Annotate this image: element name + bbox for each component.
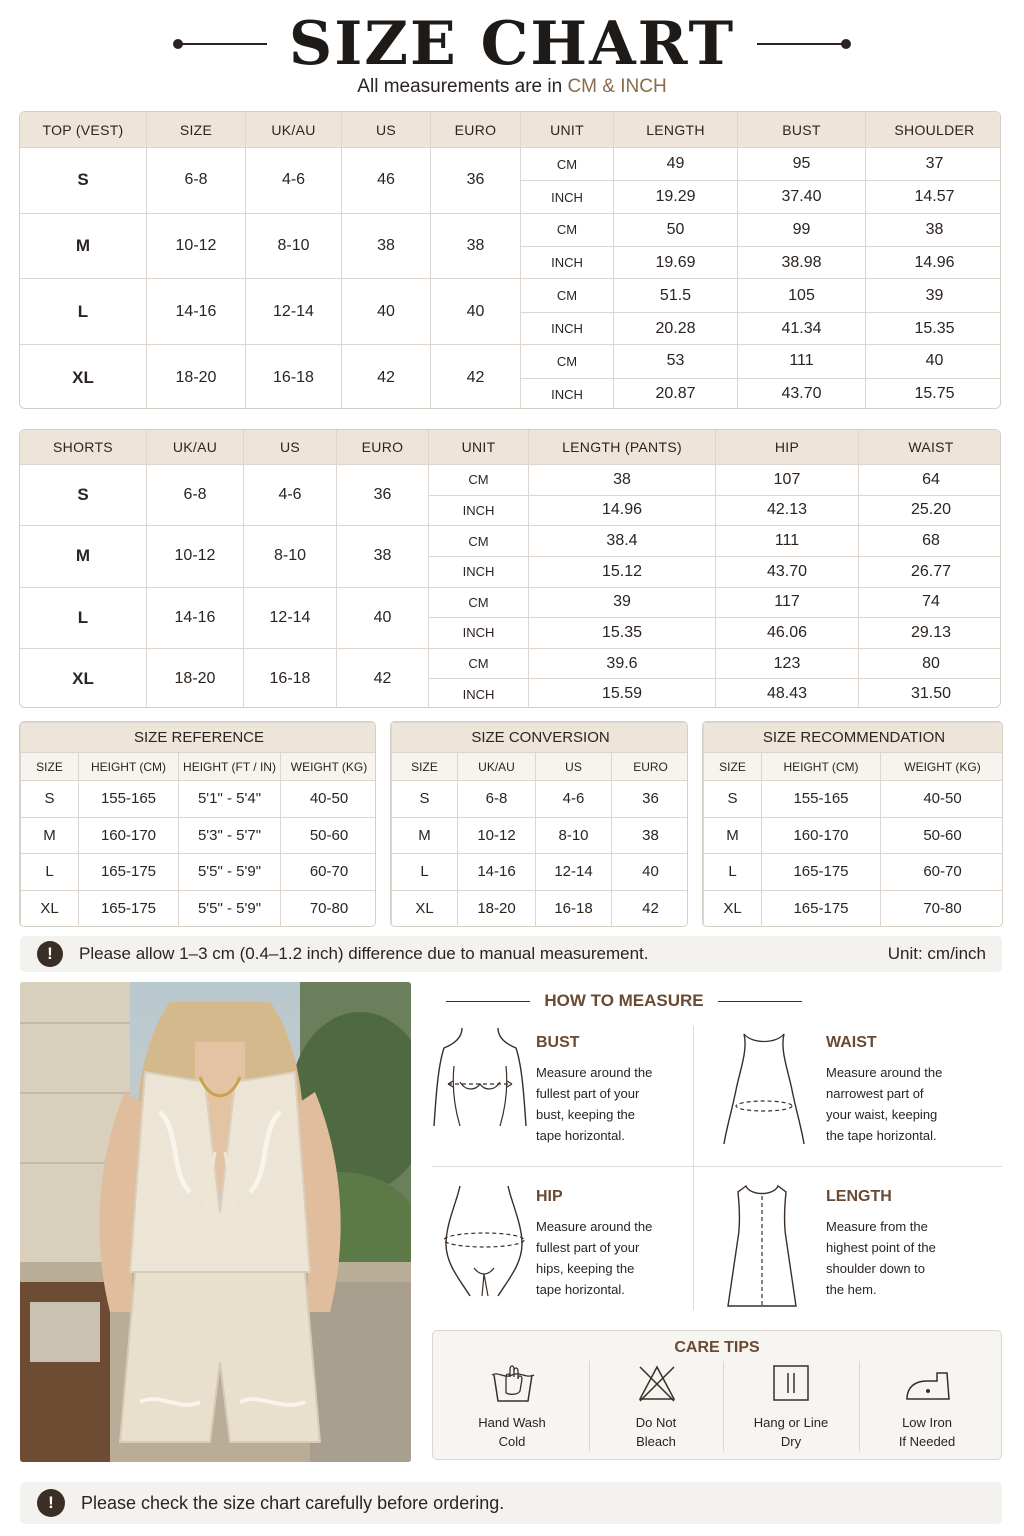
- size-cell: L: [392, 854, 458, 891]
- column-header: US: [244, 430, 337, 465]
- column-header: SHORTS: [20, 430, 147, 465]
- value-cell: 42: [612, 890, 689, 927]
- table-row: [20, 587, 1002, 618]
- column-header: EURO: [337, 430, 429, 465]
- care-label-line: If Needed: [898, 1434, 956, 1449]
- length-cell: 39: [529, 587, 716, 618]
- desc-line: your waist, keeping: [826, 1107, 938, 1122]
- top-size-table: [19, 111, 1001, 409]
- care-hand-wash: [453, 1361, 571, 1457]
- desc-line: hips, keeping the: [536, 1261, 635, 1276]
- unit-cell: INCH: [521, 378, 614, 409]
- unit-cell: CM: [429, 648, 529, 679]
- desc-line: Measure from the: [826, 1219, 928, 1234]
- care-separator: [723, 1361, 724, 1451]
- size-recommendation-table: [702, 721, 1003, 927]
- desc-line: bust, keeping the: [536, 1107, 636, 1122]
- us-cell: 42: [342, 345, 431, 409]
- length-cell: 19.69: [614, 247, 738, 279]
- unit-cell: INCH: [521, 312, 614, 344]
- column-header: HIP: [716, 430, 859, 465]
- measure-length: [722, 1180, 1002, 1310]
- bust-cell: 99: [738, 213, 866, 246]
- desc-line: tape horizontal.: [536, 1282, 625, 1297]
- measure-title: LENGTH: [826, 1188, 892, 1205]
- table-caption-row: [21, 723, 377, 753]
- shorts-size-table: [19, 429, 1001, 708]
- size-range-cell: 18-20: [147, 345, 246, 409]
- size-cell: XL: [20, 648, 147, 708]
- value-cell: 40: [612, 854, 689, 891]
- measure-title: BUST: [536, 1034, 580, 1051]
- value-cell: 5'5" - 5'9": [179, 890, 281, 927]
- value-cell: 155-165: [762, 781, 881, 818]
- value-cell: 36: [612, 781, 689, 818]
- care-label: [597, 1413, 715, 1451]
- unit-cell: CM: [429, 587, 529, 618]
- bust-cell: 38.98: [738, 247, 866, 279]
- value-cell: 14-16: [458, 854, 536, 891]
- size-reference-table: [19, 721, 376, 927]
- measure-description: [536, 1062, 676, 1146]
- column-header: HEIGHT (FT / IN): [179, 753, 281, 781]
- value-cell: 5'3" - 5'7": [179, 817, 281, 854]
- euro-cell: 36: [337, 465, 429, 526]
- column-header: UNIT: [521, 112, 614, 148]
- desc-line: Measure around the: [536, 1065, 653, 1080]
- column-header: SHOULDER: [866, 112, 1002, 148]
- length-cell: 20.87: [614, 378, 738, 409]
- desc-line: shoulder down to: [826, 1261, 926, 1276]
- measure-description: [826, 1216, 966, 1300]
- size-range-cell: 6-8: [147, 148, 246, 214]
- waist-cell: 29.13: [859, 618, 1002, 649]
- size-recommendation-grid: [703, 722, 1003, 927]
- measure-divider-vertical: [693, 1026, 694, 1310]
- size-range-cell: 10-12: [147, 213, 246, 279]
- unit-cell: INCH: [521, 181, 614, 213]
- euro-cell: 38: [337, 526, 429, 587]
- hip-cell: 48.43: [716, 679, 859, 708]
- length-cell: 53: [614, 345, 738, 378]
- column-header: WEIGHT (KG): [881, 753, 1004, 781]
- column-header: TOP (VEST): [20, 112, 147, 148]
- length-cell: 50: [614, 213, 738, 246]
- column-header: BUST: [738, 112, 866, 148]
- value-cell: 165-175: [79, 854, 179, 891]
- model-photo-illustration: [20, 982, 411, 1462]
- length-cell: 19.29: [614, 181, 738, 213]
- desc-line: tape horizontal.: [536, 1128, 625, 1143]
- measure-title: WAIST: [826, 1034, 877, 1051]
- size-cell: XL: [704, 890, 762, 927]
- care-label: [453, 1413, 571, 1451]
- header-row: [21, 753, 377, 781]
- size-cell: L: [704, 854, 762, 891]
- size-cell: L: [20, 587, 147, 648]
- column-header: EURO: [431, 112, 521, 148]
- column-header: US: [536, 753, 612, 781]
- care-label-line: Hang or Line: [753, 1415, 829, 1430]
- euro-cell: 36: [431, 148, 521, 214]
- care-label-line: Hand Wash: [478, 1415, 546, 1430]
- value-cell: 38: [612, 817, 689, 854]
- bust-cell: 105: [738, 279, 866, 312]
- exclamation-icon: !: [37, 941, 63, 967]
- unit-cell: INCH: [521, 247, 614, 279]
- care-label: [867, 1413, 987, 1451]
- table-row: [21, 817, 377, 854]
- desc-line: fullest part of your: [536, 1240, 640, 1255]
- size-cell: M: [20, 526, 147, 587]
- care-label-line: Dry: [780, 1434, 802, 1449]
- notice-text: Please allow 1–3 cm (0.4–1.2 inch) difference due to manual measurement.: [79, 944, 649, 963]
- size-cell: M: [20, 213, 147, 279]
- dress-length-icon: [724, 1182, 800, 1310]
- ukau-cell: 6-8: [147, 465, 244, 526]
- table-row: [392, 781, 689, 818]
- desc-line: highest point of the: [826, 1240, 936, 1255]
- measure-bust: [432, 1026, 692, 1166]
- column-header: HEIGHT (CM): [79, 753, 179, 781]
- table-row: [20, 148, 1002, 181]
- column-header: US: [342, 112, 431, 148]
- table-row: [704, 817, 1004, 854]
- unit-cell: INCH: [429, 679, 529, 708]
- table-row: [704, 781, 1004, 818]
- care-low-iron: [867, 1361, 987, 1457]
- desc-line: Measure around the: [826, 1065, 943, 1080]
- care-label: [731, 1413, 851, 1451]
- waist-cell: 26.77: [859, 556, 1002, 587]
- hand-wash-icon: [490, 1361, 536, 1405]
- unit-cell: CM: [521, 213, 614, 246]
- size-range-cell: 14-16: [147, 279, 246, 345]
- size-cell: M: [704, 817, 762, 854]
- us-cell: 16-18: [244, 648, 337, 708]
- title-divider-left: [177, 43, 267, 45]
- size-cell: S: [20, 465, 147, 526]
- us-cell: 46: [342, 148, 431, 214]
- value-cell: 10-12: [458, 817, 536, 854]
- title-row: [0, 8, 1024, 80]
- length-cell: 15.35: [529, 618, 716, 649]
- column-header: UK/AU: [246, 112, 342, 148]
- table-caption: SIZE RECOMMENDATION: [704, 723, 1004, 753]
- table-row: [392, 890, 689, 927]
- table-row: [392, 817, 689, 854]
- how-to-measure-title: HOW TO MEASURE: [544, 991, 704, 1010]
- desc-line: the tape horizontal.: [826, 1128, 937, 1143]
- waist-figure-icon: [722, 1030, 806, 1146]
- footer-notice-text: Please check the size chart carefully before ordering.: [81, 1492, 505, 1513]
- exclamation-icon: !: [37, 1489, 65, 1517]
- ukau-cell: 16-18: [246, 345, 342, 409]
- shoulder-cell: 15.35: [866, 312, 1002, 344]
- value-cell: 60-70: [281, 854, 377, 891]
- unit-cell: CM: [521, 345, 614, 378]
- column-header: EURO: [612, 753, 689, 781]
- care-label-line: Do Not: [635, 1415, 677, 1430]
- measure-description: [536, 1216, 676, 1300]
- unit-cell: INCH: [429, 556, 529, 587]
- column-header: SIZE: [392, 753, 458, 781]
- value-cell: 155-165: [79, 781, 179, 818]
- waist-cell: 25.20: [859, 495, 1002, 526]
- size-cell: S: [704, 781, 762, 818]
- column-header: UK/AU: [147, 430, 244, 465]
- size-cell: S: [20, 148, 147, 214]
- measure-waist: [722, 1026, 1002, 1166]
- waist-cell: 74: [859, 587, 1002, 618]
- notice-unit: Unit: cm/inch: [887, 944, 986, 963]
- how-to-measure-heading: [446, 988, 802, 1014]
- page-subtitle: [0, 76, 1024, 98]
- value-cell: 16-18: [536, 890, 612, 927]
- ukau-cell: 14-16: [147, 587, 244, 648]
- column-header: UK/AU: [458, 753, 536, 781]
- value-cell: 18-20: [458, 890, 536, 927]
- euro-cell: 42: [431, 345, 521, 409]
- unit-cell: INCH: [429, 618, 529, 649]
- size-conversion-table: [390, 721, 688, 927]
- header-row: [704, 753, 1004, 781]
- shoulder-cell: 40: [866, 345, 1002, 378]
- unit-cell: CM: [521, 148, 614, 181]
- euro-cell: 40: [431, 279, 521, 345]
- table-row: [21, 854, 377, 891]
- measure-divider-horizontal: [432, 1166, 1002, 1167]
- hip-cell: 107: [716, 465, 859, 496]
- hip-cell: 42.13: [716, 495, 859, 526]
- care-hang-dry: [731, 1361, 851, 1457]
- hip-cell: 123: [716, 648, 859, 679]
- value-cell: 4-6: [536, 781, 612, 818]
- care-separator: [589, 1361, 590, 1451]
- size-conversion-grid: [391, 722, 688, 927]
- low-iron-icon: [903, 1367, 953, 1403]
- product-photo: [20, 982, 411, 1462]
- value-cell: 12-14: [536, 854, 612, 891]
- shoulder-cell: 39: [866, 279, 1002, 312]
- length-cell: 15.12: [529, 556, 716, 587]
- top-table-grid: [19, 111, 1001, 409]
- bust-cell: 111: [738, 345, 866, 378]
- value-cell: 165-175: [762, 854, 881, 891]
- desc-line: the hem.: [826, 1282, 877, 1297]
- bust-figure-icon: [432, 1026, 528, 1136]
- ukau-cell: 8-10: [246, 213, 342, 279]
- value-cell: 5'1" - 5'4": [179, 781, 281, 818]
- table-row: [20, 648, 1002, 679]
- care-label-line: Cold: [498, 1434, 526, 1449]
- size-cell: S: [392, 781, 458, 818]
- header-row: [392, 753, 689, 781]
- length-cell: 20.28: [614, 312, 738, 344]
- table-row: [20, 465, 1002, 496]
- us-cell: 8-10: [244, 526, 337, 587]
- us-cell: 40: [342, 279, 431, 345]
- measure-description: [826, 1062, 966, 1146]
- care-label-line: Bleach: [636, 1434, 676, 1449]
- heading-line-right: [718, 1001, 802, 1002]
- waist-cell: 68: [859, 526, 1002, 557]
- unit-cell: CM: [429, 526, 529, 557]
- hip-cell: 117: [716, 587, 859, 618]
- unit-cell: INCH: [429, 495, 529, 526]
- waist-cell: 80: [859, 648, 1002, 679]
- value-cell: 50-60: [881, 817, 1004, 854]
- value-cell: 160-170: [79, 817, 179, 854]
- hip-cell: 46.06: [716, 618, 859, 649]
- ukau-cell: 10-12: [147, 526, 244, 587]
- value-cell: 50-60: [281, 817, 377, 854]
- care-separator: [859, 1361, 860, 1451]
- size-cell: M: [392, 817, 458, 854]
- size-cell: L: [21, 854, 79, 891]
- measurement-notice: [20, 936, 1002, 972]
- column-header: HEIGHT (CM): [762, 753, 881, 781]
- length-cell: 49: [614, 148, 738, 181]
- care-no-bleach: [597, 1361, 715, 1457]
- care-tips-panel: [432, 1330, 1002, 1460]
- bust-cell: 43.70: [738, 378, 866, 409]
- column-header: WAIST: [859, 430, 1002, 465]
- column-header: WEIGHT (KG): [281, 753, 377, 781]
- table-row: [21, 890, 377, 927]
- value-cell: 40-50: [281, 781, 377, 818]
- size-cell: XL: [20, 345, 147, 409]
- table-row: [20, 213, 1002, 246]
- bust-cell: 95: [738, 148, 866, 181]
- value-cell: 165-175: [762, 890, 881, 927]
- shoulder-cell: 14.96: [866, 247, 1002, 279]
- size-reference-grid: [20, 722, 376, 927]
- hip-cell: 111: [716, 526, 859, 557]
- ukau-cell: 4-6: [246, 148, 342, 214]
- table-caption: SIZE CONVERSION: [392, 723, 689, 753]
- length-cell: 38.4: [529, 526, 716, 557]
- value-cell: 6-8: [458, 781, 536, 818]
- measure-hip: [432, 1180, 692, 1310]
- waist-cell: 31.50: [859, 679, 1002, 708]
- table-row: [392, 854, 689, 891]
- ukau-cell: 18-20: [147, 648, 244, 708]
- page-title: SIZE CHART: [288, 9, 736, 79]
- waist-cell: 64: [859, 465, 1002, 496]
- care-tips-title: CARE TIPS: [674, 1339, 760, 1356]
- heading-line-left: [446, 1001, 530, 1002]
- table-row: [21, 781, 377, 818]
- subtitle-accent: CM & INCH: [567, 76, 667, 97]
- do-not-bleach-icon: [636, 1363, 678, 1403]
- euro-cell: 42: [337, 648, 429, 708]
- column-header: SIZE: [21, 753, 79, 781]
- desc-line: narrowest part of: [826, 1086, 924, 1101]
- unit-cell: CM: [429, 465, 529, 496]
- unit-cell: CM: [521, 279, 614, 312]
- shorts-table-grid: [19, 429, 1001, 708]
- size-cell: XL: [392, 890, 458, 927]
- title-divider-right: [757, 43, 847, 45]
- ukau-cell: 12-14: [246, 279, 342, 345]
- column-header: UNIT: [429, 430, 529, 465]
- shoulder-cell: 14.57: [866, 181, 1002, 213]
- size-cell: L: [20, 279, 147, 345]
- us-cell: 12-14: [244, 587, 337, 648]
- length-cell: 51.5: [614, 279, 738, 312]
- value-cell: 40-50: [881, 781, 1004, 818]
- length-cell: 14.96: [529, 495, 716, 526]
- care-label-line: Low Iron: [902, 1415, 952, 1430]
- table-caption-row: [704, 723, 1004, 753]
- bust-cell: 41.34: [738, 312, 866, 344]
- column-header: SIZE: [704, 753, 762, 781]
- value-cell: 160-170: [762, 817, 881, 854]
- shoulder-cell: 38: [866, 213, 1002, 246]
- table-row: [20, 526, 1002, 557]
- value-cell: 70-80: [281, 890, 377, 927]
- table-caption-row: [392, 723, 689, 753]
- hang-dry-icon: [771, 1363, 811, 1403]
- page-header: [0, 0, 1024, 110]
- value-cell: 70-80: [881, 890, 1004, 927]
- euro-cell: 38: [431, 213, 521, 279]
- desc-line: Measure around the: [536, 1219, 653, 1234]
- length-cell: 15.59: [529, 679, 716, 708]
- table-row: [704, 854, 1004, 891]
- us-cell: 38: [342, 213, 431, 279]
- size-cell: M: [21, 817, 79, 854]
- bust-cell: 37.40: [738, 181, 866, 213]
- value-cell: 165-175: [79, 890, 179, 927]
- column-header: SIZE: [147, 112, 246, 148]
- column-header: LENGTH: [614, 112, 738, 148]
- table-row: [20, 279, 1002, 312]
- column-header: LENGTH (PANTS): [529, 430, 716, 465]
- measure-title: HIP: [536, 1188, 563, 1205]
- value-cell: 8-10: [536, 817, 612, 854]
- euro-cell: 40: [337, 587, 429, 648]
- table-row: [20, 345, 1002, 378]
- us-cell: 4-6: [244, 465, 337, 526]
- footer-notice: [20, 1482, 1002, 1524]
- size-cell: XL: [21, 890, 79, 927]
- table-caption: SIZE REFERENCE: [21, 723, 377, 753]
- value-cell: 5'5" - 5'9": [179, 854, 281, 891]
- size-cell: S: [21, 781, 79, 818]
- value-cell: 60-70: [881, 854, 1004, 891]
- shoulder-cell: 15.75: [866, 378, 1002, 409]
- shoulder-cell: 37: [866, 148, 1002, 181]
- hip-cell: 43.70: [716, 556, 859, 587]
- table-row: [704, 890, 1004, 927]
- subtitle-prefix: All measurements are in: [357, 76, 568, 97]
- length-cell: 39.6: [529, 648, 716, 679]
- length-cell: 38: [529, 465, 716, 496]
- hip-figure-icon: [436, 1184, 532, 1300]
- desc-line: fullest part of your: [536, 1086, 640, 1101]
